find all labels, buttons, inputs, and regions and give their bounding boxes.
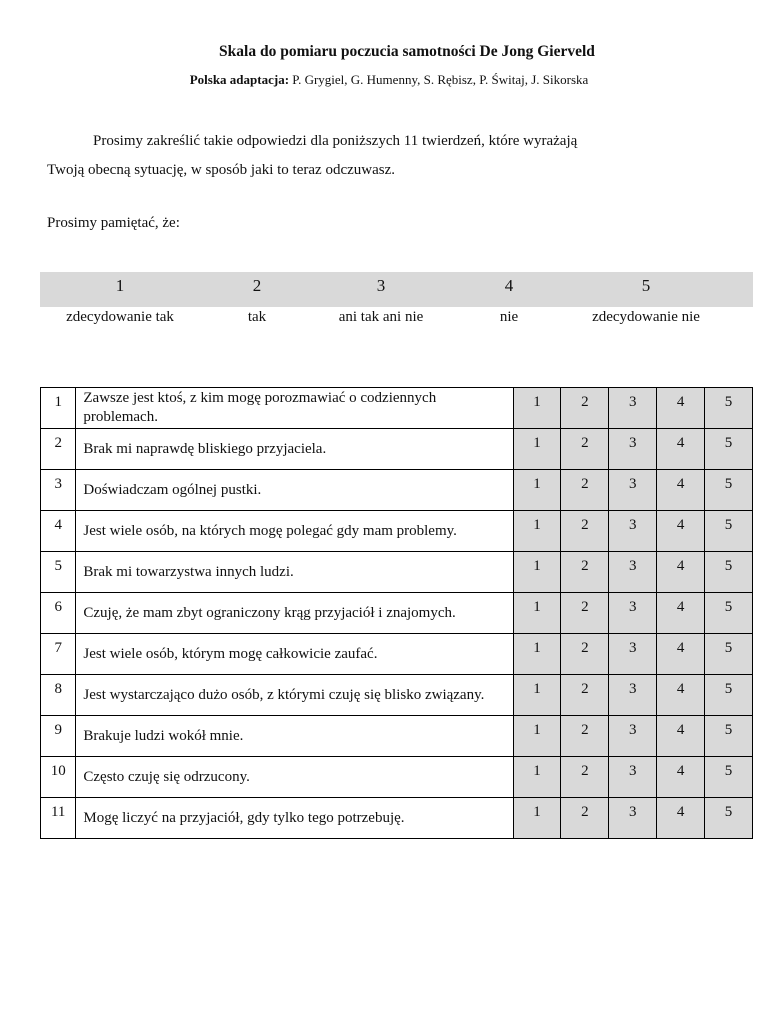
statement-text: Mogę liczyć na przyjaciół, gdy tylko tego potrzebuję. bbox=[76, 798, 513, 839]
answer-option[interactable]: 4 bbox=[657, 552, 705, 593]
answer-option[interactable]: 5 bbox=[705, 757, 753, 798]
scale-label: zdecydowanie tak bbox=[66, 309, 174, 325]
statement-number: 1 bbox=[41, 388, 76, 429]
answer-option[interactable]: 2 bbox=[561, 716, 609, 757]
statement-text: Czuję, że mam zbyt ograniczony krąg przyjaciół i znajomych. bbox=[76, 593, 513, 634]
table-row bbox=[41, 798, 753, 839]
answer-option[interactable]: 3 bbox=[609, 470, 657, 511]
table-row bbox=[41, 511, 753, 552]
answer-option[interactable]: 1 bbox=[513, 470, 561, 511]
answer-option[interactable]: 3 bbox=[609, 552, 657, 593]
table-row bbox=[41, 716, 753, 757]
answer-option[interactable]: 5 bbox=[705, 634, 753, 675]
answer-option[interactable]: 4 bbox=[657, 429, 705, 470]
table-row bbox=[41, 757, 753, 798]
answer-option[interactable]: 3 bbox=[609, 675, 657, 716]
statement-number: 4 bbox=[41, 511, 76, 552]
answer-option[interactable]: 5 bbox=[705, 798, 753, 839]
statement-number: 11 bbox=[41, 798, 76, 839]
answer-option[interactable]: 5 bbox=[705, 552, 753, 593]
answer-option[interactable]: 3 bbox=[609, 388, 657, 429]
answer-option[interactable]: 1 bbox=[513, 552, 561, 593]
answer-option[interactable]: 1 bbox=[513, 634, 561, 675]
table-row bbox=[41, 429, 753, 470]
statement-number: 7 bbox=[41, 634, 76, 675]
statement-text: Często czuję się odrzucony. bbox=[76, 757, 513, 798]
answer-option[interactable]: 4 bbox=[657, 634, 705, 675]
answer-option[interactable]: 5 bbox=[705, 716, 753, 757]
answer-option[interactable]: 2 bbox=[561, 757, 609, 798]
instructions-line-2: Twoją obecną sytuację, w sposób jaki to teraz odczuwasz. bbox=[47, 162, 395, 178]
statement-number: 5 bbox=[41, 552, 76, 593]
statement-text: Brakuje ludzi wokół mnie. bbox=[76, 716, 513, 757]
statement-number: 9 bbox=[41, 716, 76, 757]
answer-option[interactable]: 3 bbox=[609, 511, 657, 552]
page-title: Skala do pomiaru poczucia samotności De Jong Gierveld bbox=[219, 43, 595, 60]
answer-option[interactable]: 1 bbox=[513, 716, 561, 757]
statement-text: Brak mi naprawdę bliskiego przyjaciela. bbox=[76, 429, 513, 470]
answer-option[interactable]: 3 bbox=[609, 798, 657, 839]
scale-number: 1 bbox=[115, 276, 125, 295]
instructions bbox=[47, 127, 727, 185]
authors-list: P. Grygiel, G. Humenny, S. Rębisz, P. Świtaj, J. Sikorska bbox=[292, 72, 589, 87]
answer-option[interactable]: 2 bbox=[561, 634, 609, 675]
answer-option[interactable]: 5 bbox=[705, 593, 753, 634]
answer-option[interactable]: 3 bbox=[609, 634, 657, 675]
scale-number: 4 bbox=[504, 276, 514, 295]
answer-option[interactable]: 1 bbox=[513, 675, 561, 716]
answer-option[interactable]: 2 bbox=[561, 552, 609, 593]
answer-option[interactable]: 1 bbox=[513, 429, 561, 470]
answer-option[interactable]: 3 bbox=[609, 593, 657, 634]
scale-label: zdecydowanie nie bbox=[592, 309, 700, 325]
statement-text: Doświadczam ogólnej pustki. bbox=[76, 470, 513, 511]
answer-option[interactable]: 4 bbox=[657, 675, 705, 716]
answer-option[interactable]: 5 bbox=[705, 470, 753, 511]
statements-table bbox=[40, 387, 753, 839]
answer-option[interactable]: 5 bbox=[705, 675, 753, 716]
answer-option[interactable]: 5 bbox=[705, 511, 753, 552]
answer-option[interactable]: 2 bbox=[561, 675, 609, 716]
statement-text: Jest wiele osób, którym mogę całkowicie zaufać. bbox=[76, 634, 513, 675]
statement-number: 8 bbox=[41, 675, 76, 716]
answer-option[interactable]: 1 bbox=[513, 593, 561, 634]
scale-number: 3 bbox=[376, 276, 386, 295]
answer-option[interactable]: 2 bbox=[561, 388, 609, 429]
answer-option[interactable]: 3 bbox=[609, 757, 657, 798]
statement-text: Brak mi towarzystwa innych ludzi. bbox=[76, 552, 513, 593]
scale-label: tak bbox=[247, 309, 267, 325]
scale-number: 5 bbox=[641, 276, 651, 295]
answer-option[interactable]: 4 bbox=[657, 593, 705, 634]
scale-label: nie bbox=[499, 309, 519, 325]
table-row bbox=[41, 552, 753, 593]
adaptation-label: Polska adaptacja: bbox=[189, 72, 290, 87]
answer-option[interactable]: 3 bbox=[609, 429, 657, 470]
answer-option[interactable]: 4 bbox=[657, 757, 705, 798]
table-row bbox=[41, 675, 753, 716]
statement-number: 3 bbox=[41, 470, 76, 511]
scale-number: 2 bbox=[252, 276, 262, 295]
answer-option[interactable]: 5 bbox=[705, 388, 753, 429]
answer-option[interactable]: 2 bbox=[561, 593, 609, 634]
answer-option[interactable]: 4 bbox=[657, 716, 705, 757]
table-row bbox=[41, 470, 753, 511]
answer-option[interactable]: 4 bbox=[657, 511, 705, 552]
answer-option[interactable]: 4 bbox=[657, 388, 705, 429]
statement-number: 10 bbox=[41, 757, 76, 798]
instructions-line-1: Prosimy zakreślić takie odpowiedzi dla poniższych 11 twierdzeń, które wyrażają bbox=[93, 133, 578, 149]
scale-label: ani tak ani nie bbox=[338, 309, 424, 325]
statement-text: Jest wiele osób, na których mogę polegać gdy mam problemy. bbox=[76, 511, 513, 552]
answer-option[interactable]: 2 bbox=[561, 429, 609, 470]
answer-option[interactable]: 1 bbox=[513, 511, 561, 552]
statement-text: Jest wystarczająco dużo osób, z którymi czuję się blisko związany. bbox=[76, 675, 513, 716]
adaptation-authors bbox=[0, 72, 768, 88]
answer-option[interactable]: 1 bbox=[513, 757, 561, 798]
answer-option[interactable]: 1 bbox=[513, 798, 561, 839]
table-row bbox=[41, 388, 753, 429]
answer-option[interactable]: 2 bbox=[561, 798, 609, 839]
table-row bbox=[41, 634, 753, 675]
statement-number: 2 bbox=[41, 429, 76, 470]
statement-text: Zawsze jest ktoś, z kim mogę porozmawiać o codziennych problemach. bbox=[76, 388, 513, 429]
answer-option[interactable]: 3 bbox=[609, 716, 657, 757]
answer-option[interactable]: 4 bbox=[657, 470, 705, 511]
statement-number: 6 bbox=[41, 593, 76, 634]
answer-option[interactable]: 1 bbox=[513, 388, 561, 429]
answer-option[interactable]: 2 bbox=[561, 511, 609, 552]
answer-option[interactable]: 5 bbox=[705, 429, 753, 470]
table-row bbox=[41, 593, 753, 634]
answer-option[interactable]: 4 bbox=[657, 798, 705, 839]
answer-option[interactable]: 2 bbox=[561, 470, 609, 511]
remember-note: Prosimy pamiętać, że: bbox=[47, 215, 180, 231]
